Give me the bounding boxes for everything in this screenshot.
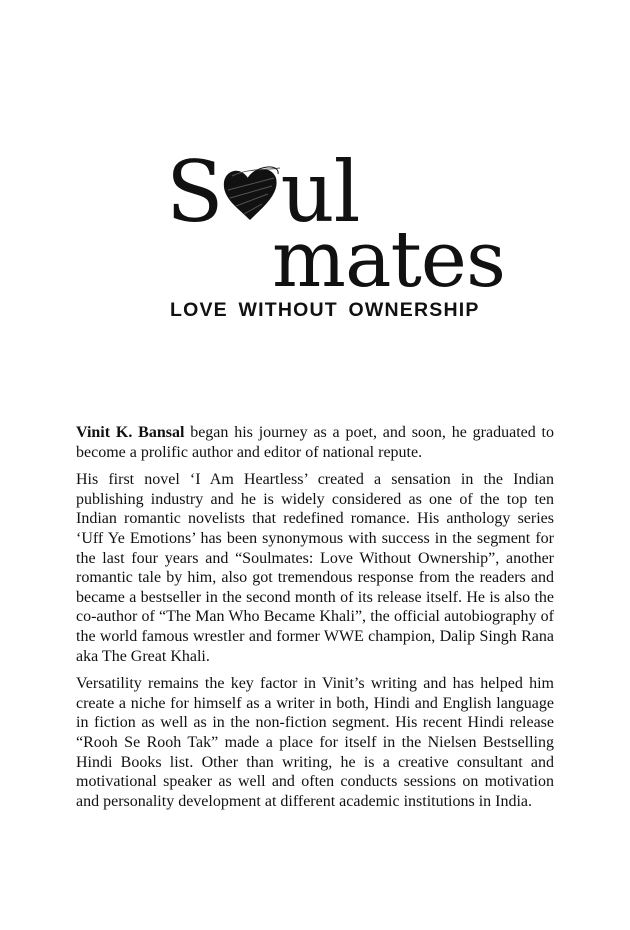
- bio-paragraph-1-text: began his journey as a poet, and soon, he graduated to become a prolific author and editor of national repute.: [76, 424, 554, 461]
- author-name: Vinit K. Bansal: [76, 424, 185, 441]
- author-bio: [76, 423, 554, 819]
- bio-paragraph-2: His first novel ‘I Am Heartless’ created a sensation in the Indian publishing industry and he is widely considered as one of the top ten Indian romantic novelists that redefined romance. His anthology series ‘Uff Ye Emotions’ has been synonymous with success in the segment for the last four years and “Soulmates: Love Without Ownership”, another romantic tale by him, also got tremendous response from the readers and became a bestseller in the second month of its release itself. He is also the co-author of “The Man Who Became Khali”, the official autobiography of the world famous wrestler and former WWE champion, Dalip Singh Rana aka The Great Khali.: [76, 471, 554, 665]
- title-letter-s: S: [166, 143, 223, 241]
- bio-paragraph-3: Versatility remains the key factor in Vinit’s writing and has helped him create a niche for himself as a writer in both, Hindi and English language in fiction as well as in the non-fiction segment. His recent Hindi release “Rooh Se Rooh Tak” made a place for itself in the Nielsen Bestselling Hindi Books list. Other than writing, he is a creative consultant and motivational speaker as well and often conducts sessions on motivation and personality development at different academic institutions in India.: [76, 675, 554, 810]
- book-title-logo: [166, 142, 526, 305]
- title-letters-ul: ul: [280, 143, 360, 241]
- title-line-2: mates: [272, 215, 505, 305]
- book-subtitle: LOVE WITHOUT OWNERSHIP: [170, 299, 480, 321]
- bio-paragraph-1: [76, 423, 554, 462]
